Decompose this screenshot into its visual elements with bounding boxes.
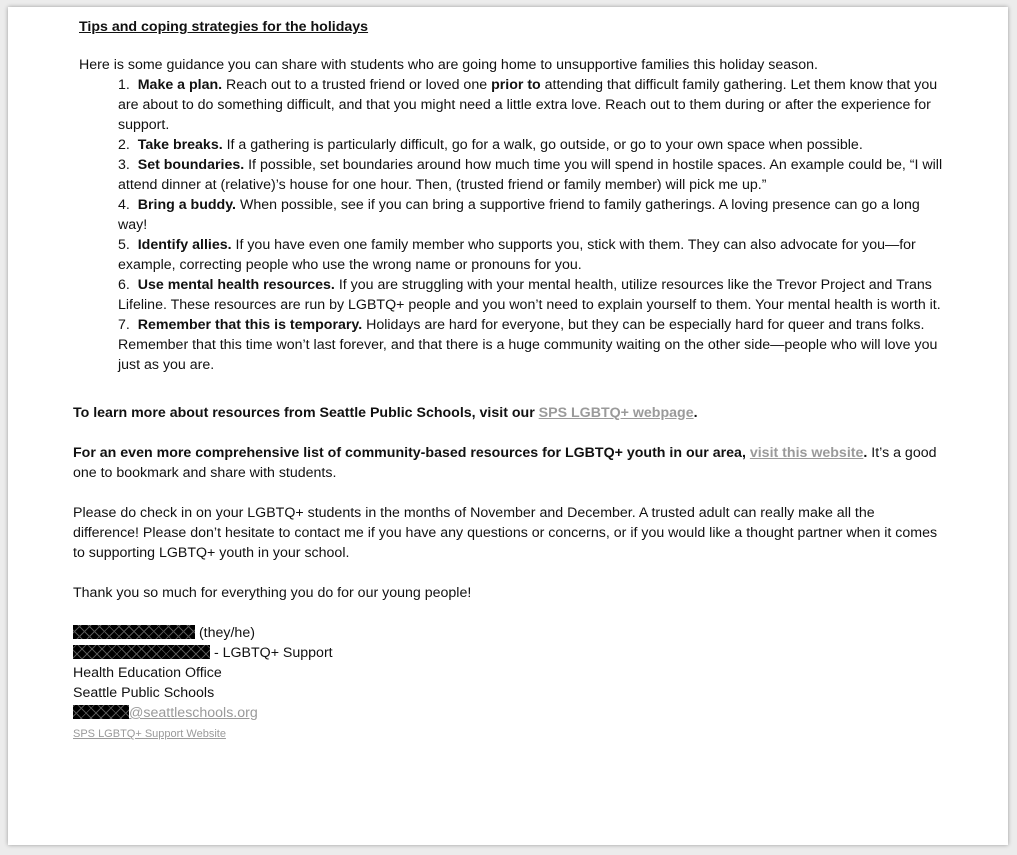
tip-item: 5. Identify allies. If you have even one family member who supports you, stick with them. They can also advocate for you—for example, correcting people who use the wrong name or pronouns for you. (118, 237, 916, 273)
tips-list (73, 75, 943, 375)
tip-item: 3. Set boundaries. If possible, set boundaries around how much time you will spend in hostile spaces. An example could be, “I will attend dinner at (relative)’s house for one hour. Then, (trusted friend or family member) will pick me up.” (118, 157, 943, 193)
redacted-title (73, 645, 210, 659)
intro-paragraph: Here is some guidance you can share with students who are going home to unsupportive families this holiday season. (79, 57, 818, 73)
signature-org: Seattle Public Schools (73, 685, 215, 701)
redacted-name (73, 625, 195, 639)
email-link[interactable]: @seattleschools.org (129, 705, 258, 721)
document-body (73, 17, 943, 743)
tip-item: 6. Use mental health resources. If you are struggling with your mental health, utilize resources like the Trevor Project and Trans Lifeline. These resources are run by LGBTQ+ people and you won’t need to explain yourself to them. Your mental health is worth it. (118, 277, 941, 313)
thanks-paragraph: Thank you so much for everything you do for our young people! (73, 585, 472, 601)
redacted-email-user (73, 705, 129, 719)
signature-block (73, 623, 943, 743)
signature-role-line: - LGBTQ+ Support (73, 643, 943, 663)
sps-lgbtq-webpage-link[interactable]: SPS LGBTQ+ webpage (538, 405, 694, 421)
signature-name-line: (they/he) (73, 623, 943, 643)
document-page (8, 7, 1008, 845)
signature-email-line (73, 703, 943, 723)
tip-item: 7. Remember that this is temporary. Holidays are hard for everyone, but they can be especially hard for queer and trans folks. Remember that this time won’t last forever, and that there is a huge community waiting on the other side—people who will love you just as you are. (118, 317, 938, 373)
learn-more-paragraph: To learn more about resources from Seattle Public Schools, visit our SPS LGBTQ+ webpage. (73, 405, 698, 421)
community-website-link[interactable]: visit this website (749, 445, 864, 461)
tip-item: 4. Bring a buddy. When possible, see if you can bring a supportive friend to family gatherings. A loving presence can go a long way! (118, 197, 920, 233)
page-title: Tips and coping strategies for the holidays (79, 19, 369, 35)
support-website-link[interactable]: SPS LGBTQ+ Support Website (73, 728, 226, 740)
signature-office: Health Education Office (73, 665, 222, 681)
community-resources-paragraph: For an even more comprehensive list of community-based resources for LGBTQ+ youth in our area, visit this website. It’s a good one to bookmark and share with students. (73, 445, 937, 481)
check-in-paragraph: Please do check in on your LGBTQ+ students in the months of November and December. A trusted adult can really make all the difference! Please don’t hesitate to contact me if you have any questions or concerns, or if you would like a thought partner when it comes to supporting LGBTQ+ youth in your school. (73, 505, 938, 561)
tip-item: 1. Make a plan. Reach out to a trusted friend or loved one prior to attending that difficult family gathering. Let them know that you are about to do something difficult, and that you might need a little extra love. Reach out to them during or after the experience for support. (118, 77, 938, 133)
tip-item: 2. Take breaks. If a gathering is particularly difficult, go for a walk, go outside, or go to your own space when possible. (118, 137, 863, 153)
signature-website-line (73, 723, 943, 743)
